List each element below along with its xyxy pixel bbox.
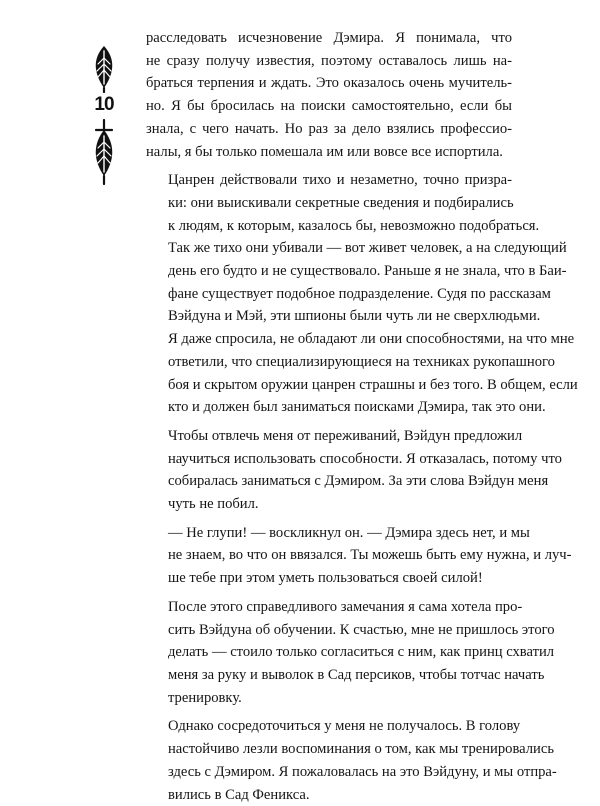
text-line: После этого справедливого замечания я сама хотела про- <box>146 596 512 619</box>
text-line: меня за руку и выволок в Сад персиков, чтобы тотчас начать <box>146 664 512 687</box>
text-line: ки: они выискивали секретные сведения и подбирались <box>146 192 512 215</box>
text-line: — Не глупи! — воскликнул он. — Дэмира здесь нет, и мы <box>146 522 512 545</box>
paragraph <box>146 715 512 806</box>
text-line: к людям, к которым, казалось бы, невозможно подобраться. <box>146 215 512 238</box>
text-line: браться терпения и ждать. Это оказалось очень мучитель- <box>146 72 512 95</box>
text-line: кто и должен был заниматься поисками Дэмира, так это они. <box>146 396 512 419</box>
paragraph <box>146 522 512 590</box>
text-line: не знаем, во что он ввязался. Ты можешь быть ему нужна, и луч- <box>146 544 512 567</box>
text-line: Вэйдуна и Мэй, эти шпионы были чуть ли не сверхлюдьми. <box>146 305 512 328</box>
text-line: настойчиво лезли воспоминания о том, как мы тренировались <box>146 738 512 761</box>
text-line: Так же тихо они убивали — вот живет человек, а на следующий <box>146 237 512 260</box>
paragraph <box>146 27 512 163</box>
text-line: расследовать исчезновение Дэмира. Я понимала, что <box>146 27 512 50</box>
page-number: 10 <box>84 94 124 116</box>
text-line: Чтобы отвлечь меня от переживаний, Вэйдун предложил <box>146 425 512 448</box>
feather-icon <box>84 44 124 194</box>
text-line: не сразу получу известия, поэтому оставалось лишь на- <box>146 50 512 73</box>
text-line: налы, я бы только помешала им или вовсе все испортила. <box>146 141 512 164</box>
text-line: делать — стоило только согласиться с ним, как принц схватил <box>146 641 512 664</box>
lower-feather-icon <box>96 120 113 184</box>
paragraph <box>146 596 512 710</box>
paragraph <box>146 169 512 419</box>
text-line: научиться использовать способности. Я отказалась, потому что <box>146 448 512 471</box>
text-line: день его будто и не существовало. Раньше я не знала, что в Баи- <box>146 260 512 283</box>
text-line: боя и скрытом оружии цанрен страшны и без того. В общем, если <box>146 374 512 397</box>
text-line: Я даже спросила, не обладают ли они способностями, на что мне <box>146 328 512 351</box>
text-line: сить Вэйдуна об обучении. К счастью, мне не пришлось этого <box>146 619 512 642</box>
main-text <box>146 27 512 806</box>
text-line: Однако сосредоточиться у меня не получалось. В голову <box>146 715 512 738</box>
text-line: чуть не побил. <box>146 493 512 516</box>
text-line: тренировку. <box>146 687 512 710</box>
text-line: но. Я бы бросилась на поиски самостоятельно, если бы <box>146 95 512 118</box>
text-line: Цанрен действовали тихо и незаметно, точно призра- <box>146 169 512 192</box>
text-line: здесь с Дэмиром. Я пожаловалась на это Вэйдуну, и мы отпра- <box>146 761 512 784</box>
text-line: ответили, что специализирующиеся на техниках рукопашного <box>146 351 512 374</box>
upper-feather-icon <box>96 46 113 92</box>
text-line: фане существует подобное подразделение. Судя по рассказам <box>146 283 512 306</box>
paragraph <box>146 425 512 516</box>
text-line: ше тебе при этом уметь пользоваться своей силой! <box>146 567 512 590</box>
text-line: знала, с чего начать. Но раз за дело взялись профессио- <box>146 118 512 141</box>
text-line: вились в Сад Феникса. <box>146 784 512 806</box>
text-line: собиралась заниматься с Дэмиром. За эти слова Вэйдун меня <box>146 470 512 493</box>
